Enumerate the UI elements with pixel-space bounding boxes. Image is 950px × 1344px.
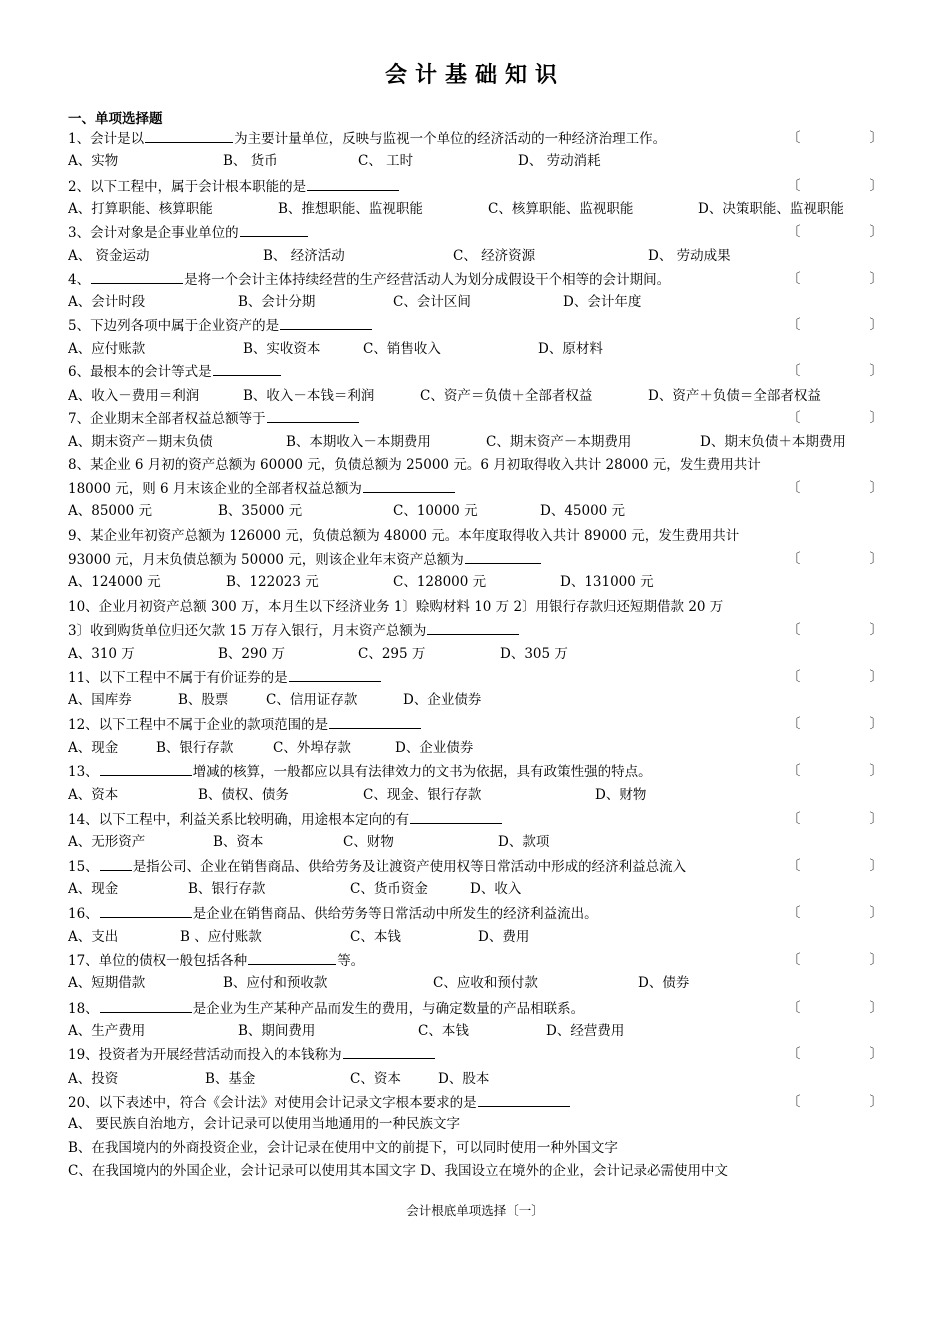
paren-close: 〕 — [869, 858, 883, 874]
answer-parentheses[interactable] — [787, 221, 883, 243]
option-d[interactable]: D、45000 元 — [540, 503, 626, 519]
paren-open: 〔 — [787, 178, 801, 194]
paren-open: 〔 — [787, 952, 801, 968]
option-b[interactable]: B、 经济活动 — [263, 248, 345, 264]
option-b[interactable]: B、银行存款 — [188, 881, 266, 897]
option-c[interactable]: C、外埠存款 — [273, 740, 351, 756]
options-row — [68, 291, 883, 313]
option-b[interactable]: B 、应付账款 — [180, 929, 262, 945]
question-text: 93000 元，月末负债总额为 50000 元，则该企业年末资产总额为 — [68, 552, 464, 568]
option-d[interactable]: D、会计年度 — [563, 294, 642, 310]
question-1 — [68, 127, 883, 149]
option-c[interactable]: C、核算职能、监视职能 — [488, 201, 634, 217]
option-c[interactable]: C、128000 元 — [393, 574, 487, 590]
option-a[interactable]: A、生产费用 — [68, 1023, 146, 1039]
paren-open: 〔 — [787, 905, 801, 921]
answer-parentheses[interactable] — [787, 997, 883, 1019]
answer-parentheses[interactable] — [787, 127, 883, 149]
option-c[interactable]: C、财物 — [343, 834, 394, 850]
option-a[interactable]: A、应付账款 — [68, 341, 146, 357]
option-a[interactable]: A、85000 元 — [68, 503, 152, 519]
question-2 — [68, 175, 883, 197]
option-a[interactable]: A、支出 — [68, 929, 119, 945]
paren-open: 〔 — [787, 551, 801, 567]
question-text: 17、单位的债权一般包括各种 — [68, 953, 248, 969]
option-b[interactable]: B、 货币 — [223, 153, 278, 169]
option-b[interactable]: B、股票 — [178, 692, 229, 708]
option-a[interactable]: A、现金 — [68, 740, 119, 756]
answer-parentheses[interactable] — [787, 760, 883, 782]
option-d[interactable]: D、企业债券 — [403, 692, 482, 708]
paren-close: 〕 — [869, 716, 883, 732]
question-20 — [68, 1091, 883, 1113]
question-16 — [68, 902, 883, 924]
option-c[interactable]: C、销售收入 — [363, 341, 441, 357]
answer-parentheses[interactable] — [787, 175, 883, 197]
option-b[interactable]: B、推想职能、监视职能 — [278, 201, 423, 217]
option-b[interactable]: B、实收资本 — [243, 341, 321, 357]
answer-blank[interactable] — [213, 360, 281, 376]
question-14 — [68, 808, 883, 830]
question-text: 18000 元，则 6 月末该企业的全部者权益总额为 — [68, 481, 362, 497]
option-d[interactable]: D、 劳动成果 — [648, 248, 731, 264]
option-b[interactable]: B、应付和预收款 — [223, 975, 328, 991]
paren-close: 〕 — [869, 271, 883, 287]
question-10 — [68, 596, 883, 618]
options-row — [68, 784, 883, 806]
option-c[interactable]: C、 经济资源 — [453, 248, 536, 264]
option-a[interactable]: A、现金 — [68, 881, 119, 897]
answer-parentheses[interactable] — [787, 666, 883, 688]
answer-blank[interactable] — [280, 314, 372, 330]
option-d[interactable]: D、期末负债＋本期费用 — [700, 434, 846, 450]
option-a[interactable]: A、短期借款 — [68, 975, 146, 991]
option-d[interactable]: D、股本 — [438, 1071, 490, 1087]
paren-open: 〔 — [787, 363, 801, 379]
answer-blank[interactable] — [91, 268, 183, 284]
answer-parentheses[interactable] — [787, 855, 883, 877]
option-d[interactable]: D、 劳动消耗 — [518, 153, 601, 169]
question-text: 16、 — [68, 906, 99, 922]
option-c[interactable]: C、295 万 — [358, 646, 426, 662]
option-b[interactable]: B、35000 元 — [218, 503, 303, 519]
paren-close: 〕 — [869, 480, 883, 496]
answer-parentheses[interactable] — [787, 1091, 883, 1113]
options-row — [68, 431, 883, 453]
question-15 — [68, 855, 883, 877]
option-b[interactable]: B、122023 元 — [226, 574, 319, 590]
paren-open: 〔 — [787, 669, 801, 685]
options-row — [68, 643, 883, 665]
option-c[interactable]: C、资本 — [350, 1071, 401, 1087]
paren-open: 〔 — [787, 1046, 801, 1062]
option-c[interactable]: C、会计区间 — [393, 294, 471, 310]
option-d[interactable]: D、企业债券 — [395, 740, 474, 756]
paren-open: 〔 — [787, 317, 801, 333]
question-7 — [68, 407, 883, 429]
paren-open: 〔 — [787, 130, 801, 146]
answer-blank[interactable] — [240, 221, 308, 237]
option-a[interactable]: A、投资 — [68, 1071, 119, 1087]
option-d[interactable]: D、财物 — [595, 787, 647, 803]
option-b[interactable]: B、本期收入－本期费用 — [286, 434, 431, 450]
answer-parentheses[interactable] — [787, 619, 883, 641]
question-text: 9、某企业年初资产总额为 126000 元，负债总额为 48000 元。本年度取得收入共计 89000 元，发生费用共计 — [68, 528, 740, 544]
answer-parentheses[interactable] — [787, 268, 883, 290]
option-d[interactable]: D、收入 — [470, 881, 522, 897]
answer-blank[interactable] — [363, 477, 455, 493]
option-c[interactable]: C、信用证存款 — [266, 692, 358, 708]
option-d[interactable]: D、款项 — [498, 834, 550, 850]
option-a[interactable]: A、 资金运动 — [68, 248, 150, 264]
question-text: 3〕收到购货单位归还欠款 15 万存入银行，月末资产总额为 — [68, 623, 427, 639]
paren-close: 〕 — [869, 1000, 883, 1016]
options-row — [68, 831, 883, 853]
answer-blank[interactable] — [100, 902, 192, 918]
question-text: 是指公司、企业在销售商品、供给劳务及让渡资产使用权等日常活动中形成的经济利益总流入 — [132, 859, 687, 875]
paren-close: 〕 — [869, 410, 883, 426]
question-text: 2、以下工程中，属于会计根本职能的是 — [68, 179, 307, 195]
paren-close: 〕 — [869, 622, 883, 638]
paren-open: 〔 — [787, 858, 801, 874]
option-a[interactable]: A、国库券 — [68, 692, 132, 708]
paren-close: 〕 — [869, 317, 883, 333]
answer-parentheses[interactable] — [787, 548, 883, 570]
answer-parentheses[interactable] — [787, 314, 883, 336]
options-row — [68, 385, 883, 407]
option-d[interactable]: D、费用 — [478, 929, 530, 945]
question-text: 为主要计量单位，反映与监视一个单位的经济活动的一种经济治理工作。 — [234, 131, 667, 147]
option-line[interactable]: B、在我国境内的外商投资企业，会计记录在使用中文的前提下，可以同时使用一种外国文字 — [68, 1140, 618, 1156]
question-text: 12、以下工程中不属于企业的款项范围的是 — [68, 717, 329, 733]
question-4 — [68, 268, 883, 290]
paren-open: 〔 — [787, 763, 801, 779]
option-d[interactable]: D、经营费用 — [546, 1023, 625, 1039]
paren-close: 〕 — [869, 811, 883, 827]
paren-open: 〔 — [787, 1094, 801, 1110]
question-text: 是企业在销售商品、供给劳务等日常活动中所发生的经济利益流出。 — [192, 906, 598, 922]
option-b[interactable]: B、期间费用 — [238, 1023, 316, 1039]
option-a[interactable]: A、会计时段 — [68, 294, 146, 310]
question-text: 5、下边列各项中属于企业资产的是 — [68, 318, 280, 334]
paren-close: 〕 — [869, 178, 883, 194]
option-c[interactable]: C、现金、银行存款 — [363, 787, 482, 803]
options-row — [68, 926, 883, 948]
answer-parentheses[interactable] — [787, 808, 883, 830]
option-a[interactable]: A、310 万 — [68, 646, 135, 662]
option-c[interactable]: C、 工时 — [358, 153, 414, 169]
option-b[interactable]: B、银行存款 — [156, 740, 234, 756]
paren-close: 〕 — [869, 952, 883, 968]
option-a[interactable]: A、打算职能、核算职能 — [68, 201, 213, 217]
paren-open: 〔 — [787, 811, 801, 827]
options-row — [68, 972, 883, 994]
options-row — [68, 737, 883, 759]
options-row — [68, 198, 883, 220]
question-text: 11、以下工程中不属于有价证券的是 — [68, 670, 288, 686]
answer-blank[interactable] — [100, 855, 132, 871]
section-heading: 一、单项选择题 — [68, 111, 163, 127]
question-text: 1、会计是以 — [68, 131, 145, 147]
answer-blank[interactable] — [248, 949, 336, 965]
option-c[interactable]: C、期末资产－本期费用 — [486, 434, 632, 450]
option-c[interactable]: C、10000 元 — [393, 503, 478, 519]
question-text: 15、 — [68, 859, 99, 875]
answer-blank[interactable] — [307, 175, 399, 191]
option-line[interactable]: C、在我国境内的外国企业，会计记录可以使用其本国文字 D、我国设立在境外的企业，会计记录必需使用中文 — [68, 1163, 728, 1179]
question-text: 19、投资者为开展经营活动而投入的本钱称为 — [68, 1047, 342, 1063]
option-c[interactable]: C、应收和预付款 — [433, 975, 538, 991]
answer-parentheses[interactable] — [787, 949, 883, 971]
paren-close: 〕 — [869, 905, 883, 921]
paren-open: 〔 — [787, 224, 801, 240]
page-footer: 会计根底单项选择〔一〕 — [406, 1203, 544, 1218]
answer-parentheses[interactable] — [787, 902, 883, 924]
option-d[interactable]: D、资产＋负债＝全部者权益 — [648, 388, 821, 404]
option-c[interactable]: C、本钱 — [418, 1023, 469, 1039]
answer-blank[interactable] — [465, 548, 541, 564]
question-8-cont — [68, 477, 883, 499]
answer-blank[interactable] — [343, 1043, 435, 1059]
question-11 — [68, 666, 883, 688]
option-d[interactable]: D、债券 — [638, 975, 690, 991]
question-text: 3、会计对象是企事业单位的 — [68, 225, 239, 241]
option-b[interactable]: B、基金 — [205, 1071, 256, 1087]
options-row — [68, 689, 883, 711]
question-text: 是将一个会计主体持续经营的生产经营活动人为划分成假设干个相等的会计期间。 — [184, 272, 671, 288]
question-text: 10、企业月初资产总额 300 万，本月生以下经济业务 1〕赊购材料 10 万 2〕用银行存款归还短期借款 20 万 — [68, 599, 724, 615]
question-text: 7、企业期末全部者权益总额等于 — [68, 411, 266, 427]
option-d[interactable]: D、305 万 — [500, 646, 568, 662]
question-9 — [68, 525, 883, 547]
option-a[interactable]: A、资本 — [68, 787, 119, 803]
question-8 — [68, 454, 883, 476]
answer-parentheses[interactable] — [787, 713, 883, 735]
question-text: 4、 — [68, 272, 91, 288]
options-row — [68, 500, 883, 522]
options-row — [68, 1020, 883, 1042]
question-12 — [68, 713, 883, 735]
question-text: 20、以下表述中，符合《会计法》对使用会计记录文字根本要求的是 — [68, 1095, 477, 1111]
answer-blank[interactable] — [100, 760, 192, 776]
answer-blank[interactable] — [100, 997, 192, 1013]
answer-blank[interactable] — [289, 666, 381, 682]
answer-blank[interactable] — [145, 127, 233, 143]
answer-parentheses[interactable] — [787, 1043, 883, 1065]
options-row — [68, 245, 883, 267]
option-b[interactable]: B、收入－本钱＝利润 — [243, 388, 375, 404]
paren-close: 〕 — [869, 763, 883, 779]
option-b[interactable]: B、资本 — [213, 834, 264, 850]
options-row — [68, 1068, 883, 1090]
answer-parentheses[interactable] — [787, 477, 883, 499]
question-5 — [68, 314, 883, 336]
answer-parentheses[interactable] — [787, 407, 883, 429]
option-c[interactable]: C、货币资金 — [350, 881, 428, 897]
question-9-cont — [68, 548, 883, 570]
option-b[interactable]: B、会计分期 — [238, 294, 316, 310]
option-c[interactable]: C、资产＝负债＋全部者权益 — [420, 388, 593, 404]
answer-blank[interactable] — [267, 407, 359, 423]
question-13 — [68, 760, 883, 782]
question-19 — [68, 1043, 883, 1065]
option-d[interactable]: D、原材料 — [538, 341, 603, 357]
answer-blank[interactable] — [329, 713, 421, 729]
options-row — [68, 571, 883, 593]
paren-close: 〕 — [869, 669, 883, 685]
question-10-cont — [68, 619, 883, 641]
option-c[interactable]: C、本钱 — [350, 929, 401, 945]
question-text: 是企业为生产某种产品而发生的费用，与确定数量的产品相联系。 — [192, 1001, 585, 1017]
question-text: 18、 — [68, 1001, 99, 1017]
answer-blank[interactable] — [478, 1091, 570, 1107]
answer-blank[interactable] — [427, 619, 519, 635]
question-text: 13、 — [68, 764, 99, 780]
paren-open: 〔 — [787, 480, 801, 496]
option-b[interactable]: B、290 万 — [218, 646, 285, 662]
options-row — [68, 150, 883, 172]
question-17 — [68, 949, 883, 971]
options-row — [68, 878, 883, 900]
question-6 — [68, 360, 883, 382]
paren-open: 〔 — [787, 410, 801, 426]
question-3 — [68, 221, 883, 243]
paren-close: 〕 — [869, 1046, 883, 1062]
question-text: 8、某企业 6 月初的资产总额为 60000 元，负债总额为 25000 元。6 月初取得收入共计 28000 元，发生费用共计 — [68, 457, 761, 473]
option-d[interactable]: D、决策职能、监视职能 — [698, 201, 844, 217]
question-18 — [68, 997, 883, 1019]
question-text: 14、以下工程中，利益关系比较明确，用途根本定向的有 — [68, 812, 410, 828]
options-row — [68, 338, 883, 360]
answer-parentheses[interactable] — [787, 360, 883, 382]
paren-open: 〔 — [787, 1000, 801, 1016]
paren-close: 〕 — [869, 363, 883, 379]
page-title: 会计基础知识 — [384, 63, 565, 88]
option-a[interactable]: A、124000 元 — [68, 574, 161, 590]
paren-close: 〕 — [869, 130, 883, 146]
paren-close: 〕 — [869, 1094, 883, 1110]
option-a[interactable]: A、无形资产 — [68, 834, 146, 850]
paren-open: 〔 — [787, 622, 801, 638]
option-a[interactable]: A、实物 — [68, 153, 119, 169]
paren-close: 〕 — [869, 224, 883, 240]
question-text: 等。 — [337, 953, 365, 969]
option-a[interactable]: A、期末资产－期末负债 — [68, 434, 213, 450]
option-line[interactable]: A、 要民族自治地方，会计记录可以使用当地通用的一种民族文字 — [68, 1116, 461, 1132]
option-b[interactable]: B、债权、债务 — [198, 787, 289, 803]
option-a[interactable]: A、收入－费用＝利润 — [68, 388, 200, 404]
paren-open: 〔 — [787, 271, 801, 287]
answer-blank[interactable] — [410, 808, 502, 824]
paren-open: 〔 — [787, 716, 801, 732]
paren-close: 〕 — [869, 551, 883, 567]
option-d[interactable]: D、131000 元 — [560, 574, 654, 590]
question-text: 增减的核算，一般都应以具有法律效力的文书为依据，具有政策性强的特点。 — [192, 764, 652, 780]
question-text: 6、最根本的会计等式是 — [68, 364, 212, 380]
